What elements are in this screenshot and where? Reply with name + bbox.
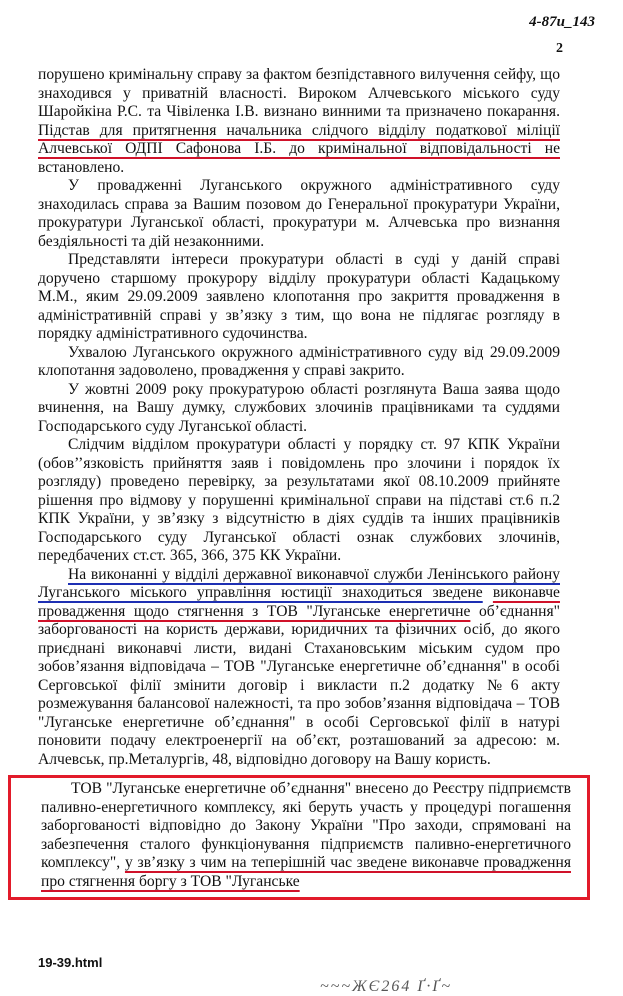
paragraph-7-text: об’єднання" заборгованості на користь держави, юридичних та фізичних осіб, до якого приєднані виконавчі листи, видані Стахановським міським судом про зобов’язання відповідача – ТОВ "Луганське енергетичне об’єднання" в особі Серговської філії змінити договір і викласти п.2 додатку №6 акту розмежування балансової належності, та про зобов’язання відповідача – ТОВ "Луганське енергетичне об’єднання" в особі Серговської філії в натурі поновити подачу електроенергії на об’єкт, розташований за адресою: м. Алчевськ, пр.Металургів, 48, відповідно договору на Вашу користь. [38, 602, 560, 768]
paragraph-1-tail: встановлено. [38, 158, 125, 176]
red-underlined-conclusion: у зв’язку з чим на теперішній час зведене виконавче провадження про стягнення боргу з ТОВ "Луганське [41, 854, 571, 890]
paragraph-8 [41, 780, 571, 891]
handwritten-scribble: ~~~ЖЄ264 Ґ·Ґ~ [320, 978, 453, 995]
red-underlined-text: виконавче провадження щодо стягнення з ТОВ "Луганське енергетичне [38, 584, 560, 620]
blue-underlined-text: На виконанні у відділі державної виконавчої служби Ленінського району Луганського міського управління юстиції знаходиться зведене [38, 565, 560, 601]
document-reference: 4-87и_143 [529, 14, 595, 30]
highlighted-sentence: Підстав для притягнення начальника слідчого відділу податкової міліції Алчевської ОДПІ Сафонова І.Б. до кримінальної відповідальності не [38, 121, 560, 157]
paragraph-1-text: порушено кримінальну справу за фактом безпідставного вилучення сейфу, що знаходився у приватній власності. Вироком Алчевського міського суду Шаройкіна Р.С. та Чівіленка І.В. визнано винними та призначено покарання. [38, 66, 560, 120]
paragraph-4: Ухвалою Луганського окружного адміністративного суду від 29.09.2009 клопотання задоволено, провадження у справі закрито. [38, 343, 560, 379]
footer-filename: 19-39.html [38, 955, 103, 970]
page-number: 2 [556, 41, 563, 56]
highlight-box [8, 775, 590, 900]
letter-body [38, 66, 571, 900]
paragraph-3: Представляти інтереси прокуратури області в суді у даній справі доручено старшому прокурору відділу прокуратури області Кадацькому М.М., яким 29.09.2009 заявлено клопотання про закриття провадження в адміністративній справі у зв’язку з тим, що вона не підлягає розгляду в порядку адміністративного судочинства. [38, 251, 560, 342]
paragraph-2: У провадженні Луганського окружного адміністративного суду знаходилась справа за Вашим позовом до Генеральної прокуратури України, прокуратури Луганської області, прокуратури м. Алчевська про визнання бездіяльності та дій незаконними. [38, 177, 560, 250]
paragraph-1 [38, 66, 560, 177]
paragraph-5: У жовтні 2009 року прокуратурою області розглянута Ваша заява щодо вчинення, на Вашу думку, службових злочинів працівниками та суддями Господарського суду Луганської області. [38, 380, 560, 435]
paragraph-7 [38, 566, 560, 770]
paragraph-8-text: ТОВ "Луганське енергетичне об’єднання" внесено до Реєстру підприємств паливно-енергетичного комплексу, які беруть участь у процедурі погашення заборгованості відповідно до Закону України "Про заходи, спрямовані на забезпечення сталого функціонування підприємств паливно-енергетичного комплексу", [41, 780, 571, 871]
paragraph-6: Слідчим відділом прокуратури області у порядку ст. 97 КПК України (обов’’язковість прийняття заяв і повідомлень про злочини і порядок їх розгляду) проведено перевірку, за результатами якої 08.10.2009 прийняте рішення про відмову у порушенні кримінальної справи на підставі ст.6 п.2 КПК України, у зв’язку з відсутністю в діях суддів та інших працівників Господарського суду Луганської області ознак службових злочинів, передбачених ст.ст. 365, 366, 375 КК України. [38, 436, 560, 564]
